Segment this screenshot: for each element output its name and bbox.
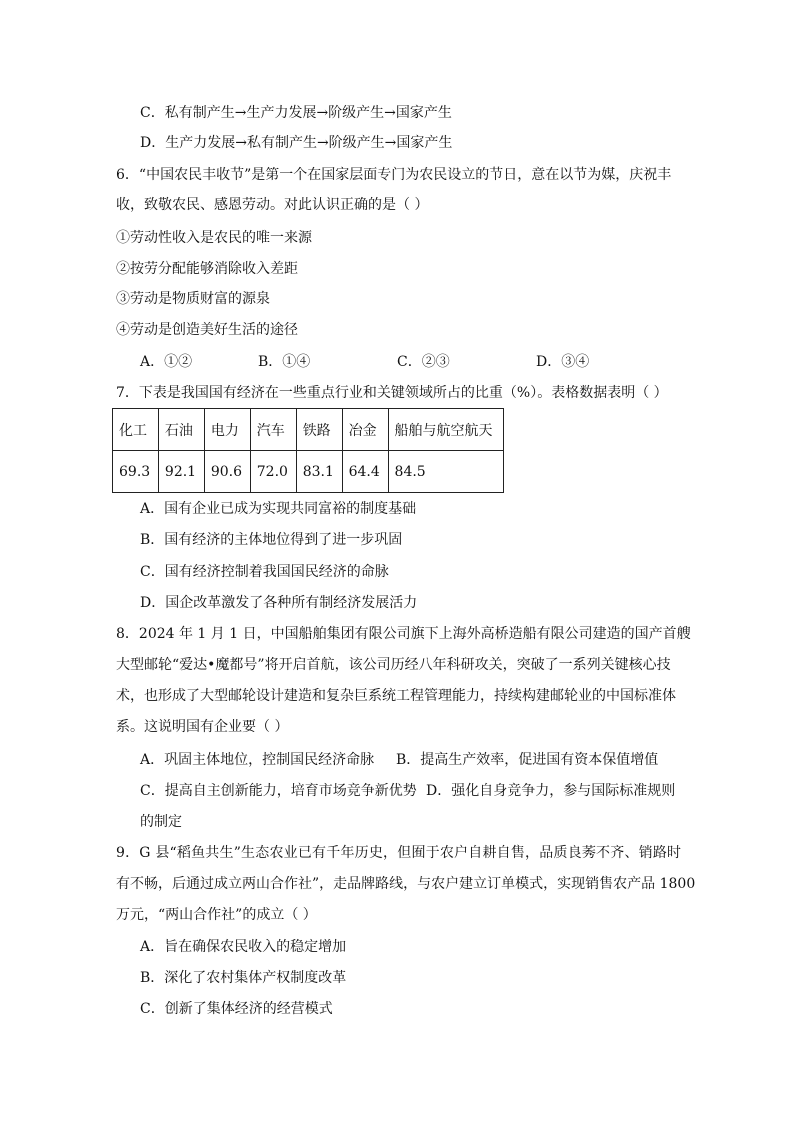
statement-2: ②按劳分配能够消除收入差距 (116, 261, 298, 277)
option-6b: B．①④ (258, 354, 311, 370)
table-header-cell: 冶金 (342, 409, 388, 451)
question-8-line-4: 系。这说明国有企业要（ ） (116, 719, 289, 735)
question-6-line-2: 收，致敬农民、感恩劳动。对此认识正确的是（ ） (116, 197, 429, 213)
table-header-cell: 船舶与航空航天 (388, 409, 503, 451)
option-8c: C．提高自主创新能力，培育市场竞争新优势 (140, 783, 417, 799)
question-6-line-1: 6．“中国农民丰收节”是第一个在国家层面专门为农民设立的节日，意在以节为媒，庆祝丰 (116, 167, 672, 183)
table-cell: 64.4 (342, 451, 388, 493)
data-table (112, 408, 504, 493)
option-6c: C．②③ (397, 354, 450, 370)
option-5d: D．生产力发展→私有制产生→阶级产生→国家产生 (140, 135, 453, 151)
option-7c: C．国有经济控制着我国国民经济的命脉 (140, 564, 389, 580)
option-5c: C．私有制产生→生产力发展→阶级产生→国家产生 (140, 105, 452, 121)
option-9c: C．创新了集体经济的经营模式 (140, 1001, 333, 1017)
option-7a: A．国有企业已成为实现共同富裕的制度基础 (140, 501, 417, 517)
table-cell: 84.5 (388, 451, 503, 493)
option-9b: B．深化了农村集体产权制度改革 (140, 970, 347, 986)
table-header-cell: 化工 (113, 409, 159, 451)
question-8-line-2: 大型邮轮“爱达•魔都号”将开启首航，该公司历经八年科研攻关，突破了一系列关键核心技 (116, 657, 671, 673)
table-header-cell: 铁路 (296, 409, 342, 451)
option-6d: D．③④ (536, 354, 590, 370)
table-cell: 69.3 (113, 451, 159, 493)
table-cell: 83.1 (296, 451, 342, 493)
table-cell: 90.6 (204, 451, 250, 493)
table-header-cell: 石油 (158, 409, 204, 451)
option-7b: B．国有经济的主体地位得到了进一步巩固 (140, 532, 403, 548)
table-header-cell: 汽车 (250, 409, 296, 451)
table-header-cell: 电力 (204, 409, 250, 451)
question-9-line-3: 万元，“两山合作社”的成立（ ） (116, 907, 317, 923)
question-9-line-2: 有不畅，后通过成立两山合作社”，走品牌路线，与农户建立订单模式，实现销售农产品 1800 (116, 876, 696, 892)
option-7d: D．国企改革激发了各种所有制经济发展活力 (140, 595, 418, 611)
table-cell: 92.1 (158, 451, 204, 493)
option-8b: B．提高生产效率，促进国有资本保值增值 (396, 752, 659, 768)
question-8-line-3: 术，也形成了大型邮轮设计建造和复杂巨系统工程管理能力，持续构建邮轮业的中国标准体 (116, 688, 676, 704)
table-row (113, 451, 504, 493)
statement-3: ③劳动是物质财富的源泉 (116, 291, 270, 307)
statement-4: ④劳动是创造美好生活的途径 (116, 322, 298, 338)
table-header-row (113, 409, 504, 451)
option-6a: A．①② (140, 354, 193, 370)
option-9a: A．旨在确保农民收入的稳定增加 (140, 939, 347, 955)
question-9-line-1: 9．G 县“稻鱼共生”生态农业已有千年历史，但囿于农户自耕自售，品质良莠不齐、销路时 (116, 845, 682, 861)
option-8d: D．强化自身竞争力，参与国际标准规则 (426, 783, 676, 799)
question-8-line-1: 8．2024 年 1 月 1 日，中国船舶集团有限公司旗下上海外高桥造船有限公司建造的国产首艘 (116, 626, 691, 642)
statement-1: ①劳动性收入是农民的唯一来源 (116, 230, 312, 246)
question-7-line-1: 7．下表是我国国有经济在一些重点行业和关键领域所占的比重（%）。表格数据表明（ ） (116, 385, 668, 401)
option-8d-continued: 的制定 (140, 814, 182, 830)
option-8a: A．巩固主体地位，控制国民经济命脉 (140, 752, 375, 768)
table-cell: 72.0 (250, 451, 296, 493)
